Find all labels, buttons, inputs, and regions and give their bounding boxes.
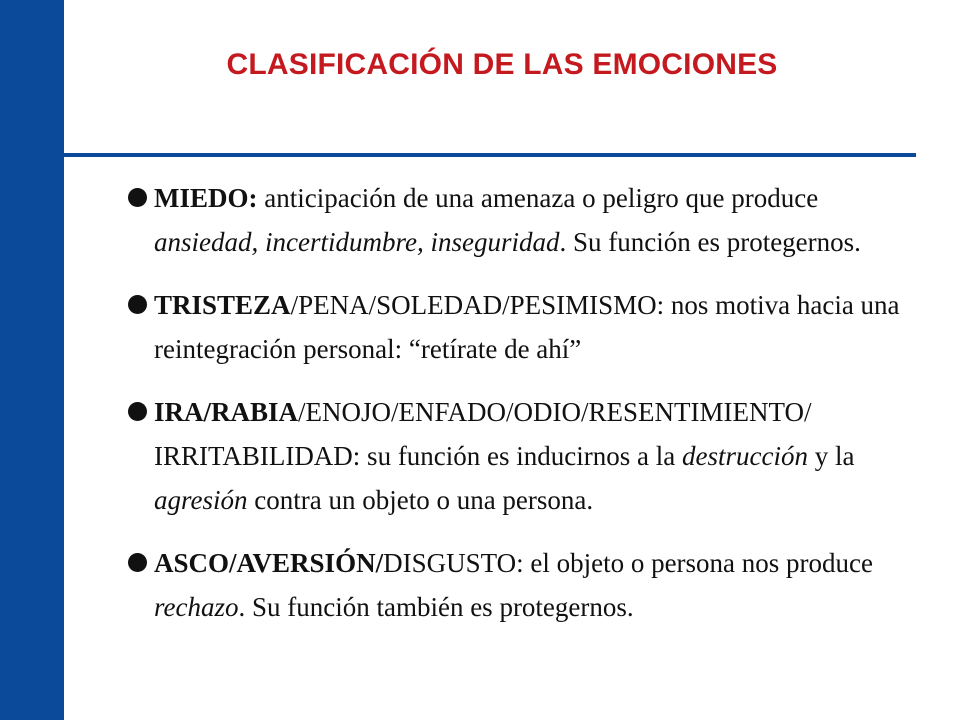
left-accent-bar — [0, 0, 64, 720]
bullet-text: . Su función también es protegernos. — [238, 592, 634, 622]
bullet-item-miedo — [128, 176, 928, 264]
bullet-italic-text: rechazo — [154, 592, 239, 622]
bullet-text: DISGUSTO: el objeto o persona nos produce — [383, 548, 874, 578]
bullet-item-tristeza — [128, 283, 928, 371]
bullet-text: y la — [807, 441, 855, 471]
title-divider — [64, 153, 916, 157]
bullet-text: . Su función es protegernos. — [559, 227, 861, 257]
bullet-dot-icon — [128, 402, 147, 421]
bullet-text: anticipación de una amenaza o peligro que produce — [257, 183, 819, 213]
slide-title: CLASIFICACIÓN DE LAS EMOCIONES — [226, 48, 778, 81]
bullet-text: /ENOJO/ENFADO/ODIO/RESENTIMIENTO/ IRRITABILIDAD: su función es inducirnos a la — [154, 397, 812, 471]
bullet-italic-text: destrucción — [682, 441, 808, 471]
bullet-italic-text: agresión — [154, 485, 248, 515]
bullet-term: MIEDO: — [154, 183, 258, 213]
bullet-dot-icon — [128, 188, 147, 207]
bullet-text: contra un objeto o una persona. — [247, 485, 594, 515]
bullet-term: IRA/RABIA — [154, 397, 299, 427]
bullet-list — [128, 176, 928, 648]
bullet-item-asco — [128, 541, 928, 629]
bullet-text: /PENA/SOLEDAD/PESIMISMO: nos motiva hacia una reintegración personal: “retírate de ahí” — [154, 290, 900, 364]
bullet-dot-icon — [128, 553, 147, 572]
bullet-term: ASCO/AVERSIÓN/ — [154, 548, 384, 578]
bullet-item-ira — [128, 390, 928, 522]
bullet-italic-text: ansiedad, incertidumbre, inseguridad — [154, 227, 560, 257]
bullet-dot-icon — [128, 295, 147, 314]
bullet-term: TRISTEZA — [154, 290, 291, 320]
